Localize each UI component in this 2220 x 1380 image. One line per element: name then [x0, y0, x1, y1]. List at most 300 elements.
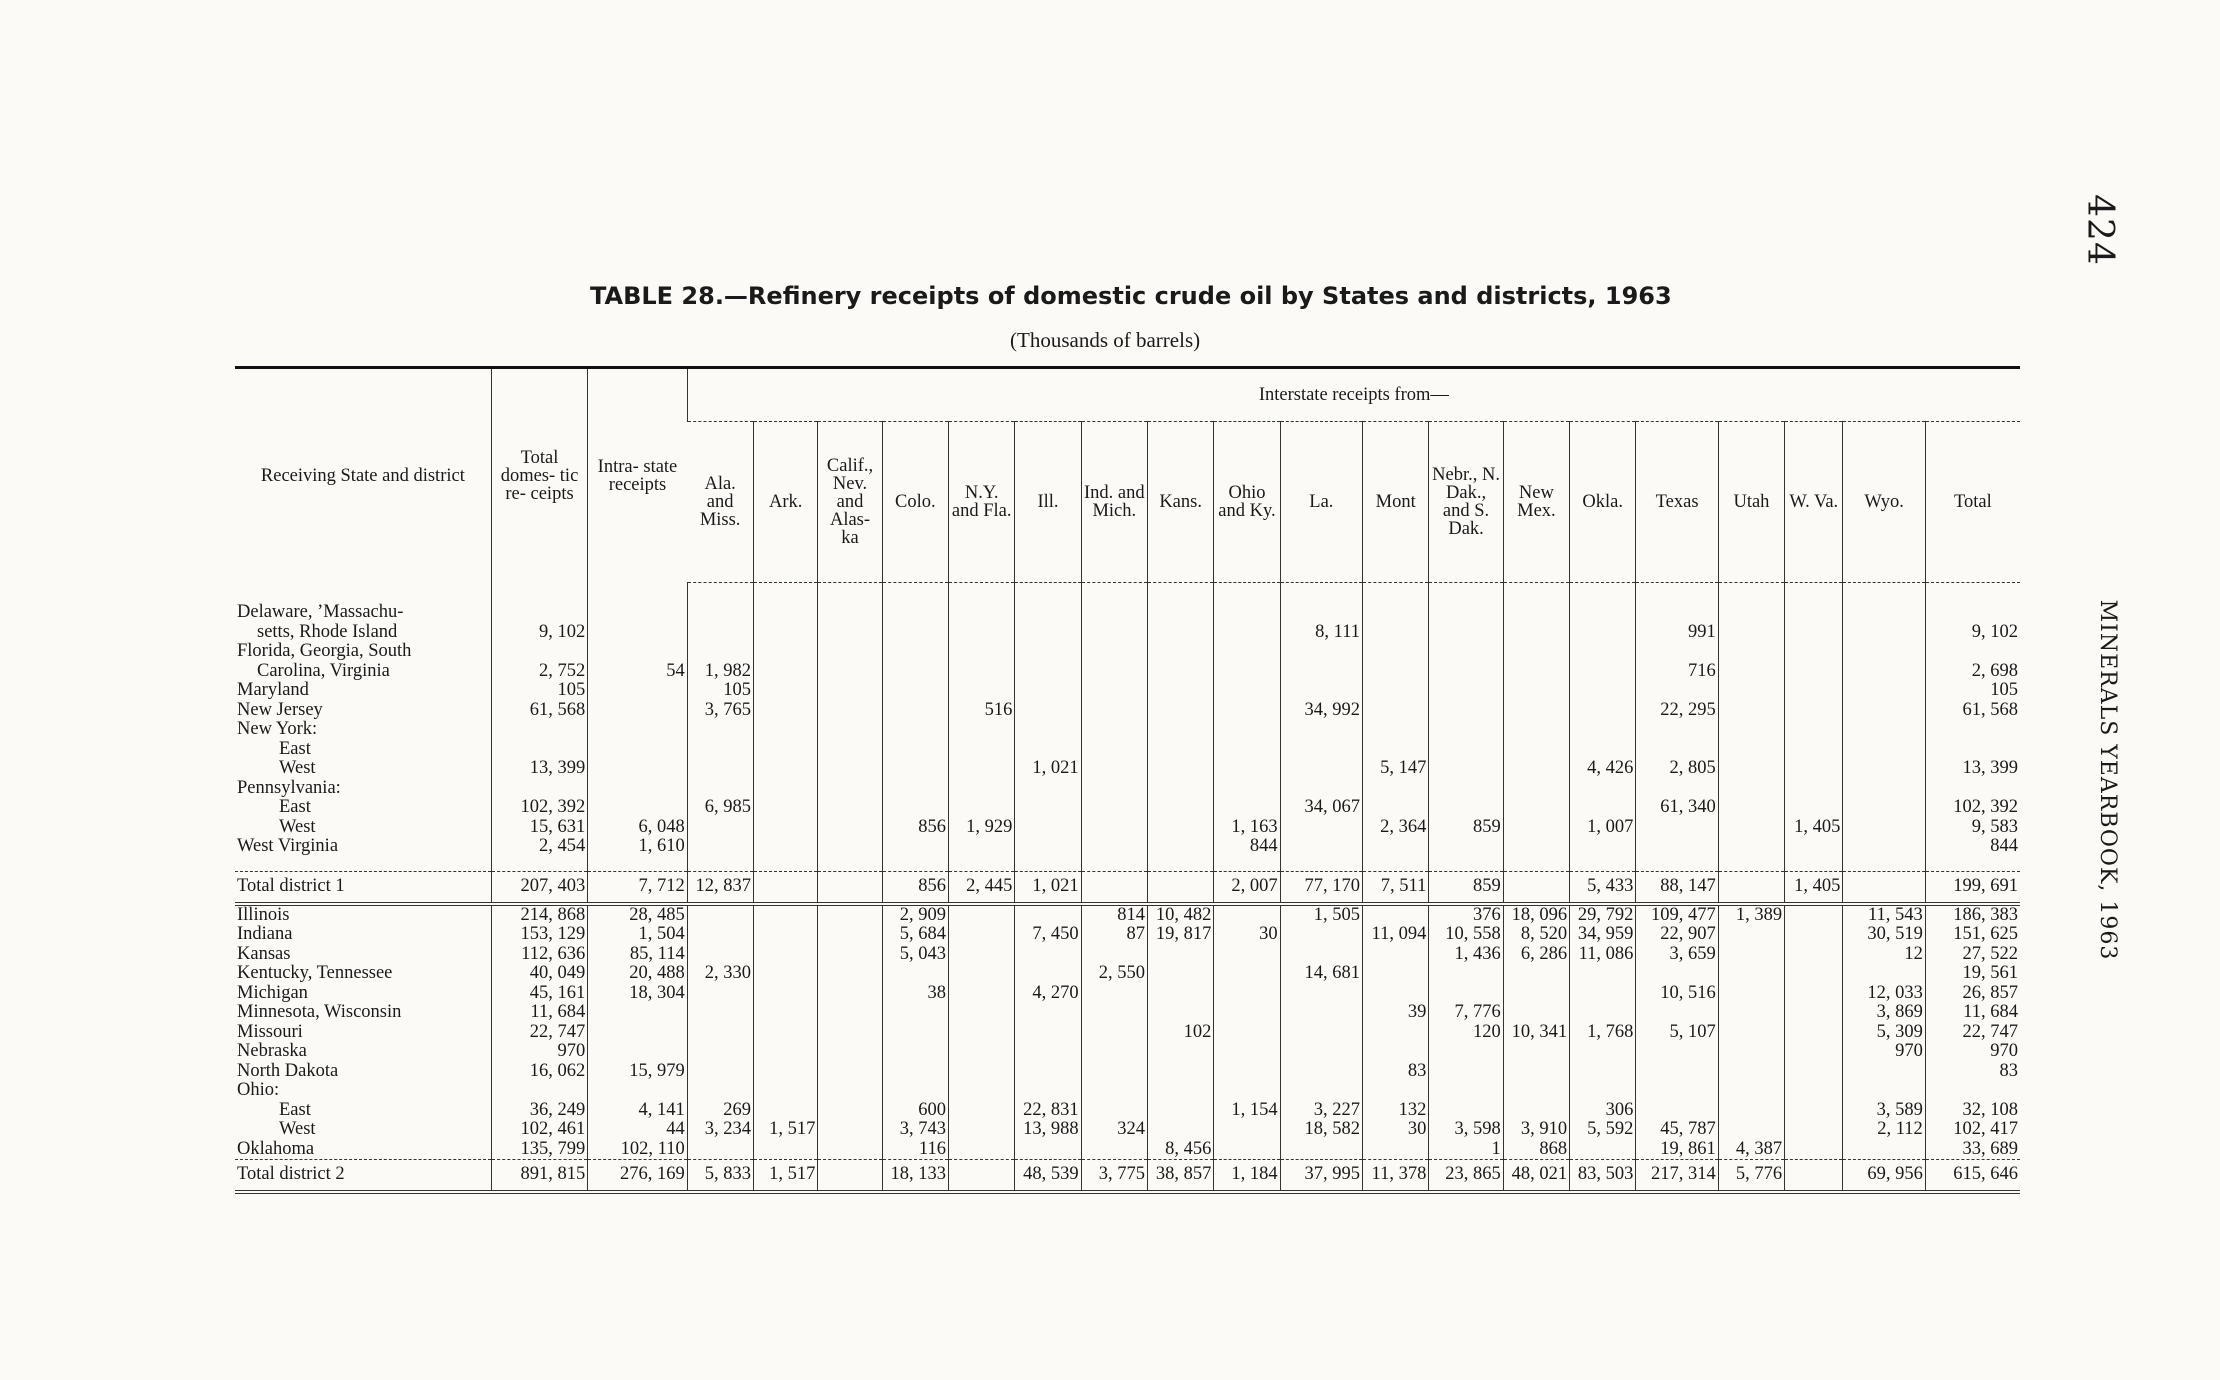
table-cell: [754, 681, 818, 701]
table-cell: 4, 141: [588, 1101, 687, 1121]
table-cell: [1147, 837, 1213, 857]
table-cell: [1718, 871, 1784, 904]
table-cell: 13, 399: [1925, 759, 2020, 779]
table-cell: [1925, 740, 2020, 760]
table-cell: [754, 779, 818, 799]
table-cell: [687, 984, 753, 1004]
table-cell: [882, 662, 948, 682]
table-cell: [1843, 759, 1925, 779]
row-label: West: [279, 1120, 316, 1139]
table-cell: 3, 765: [687, 701, 753, 721]
table-cell: 2, 752: [491, 662, 587, 682]
table-row: [235, 837, 2020, 857]
table-cell: 61, 568: [491, 701, 587, 721]
table-cell: [1429, 779, 1503, 799]
table-cell: [1503, 701, 1569, 721]
table-row: [235, 1081, 2020, 1101]
table-cell: [1147, 642, 1213, 662]
table-cell: 1, 405: [1785, 871, 1843, 904]
table-cell: [818, 1160, 882, 1193]
table-cell: 77, 170: [1280, 871, 1362, 904]
table-cell: [1503, 1003, 1569, 1023]
table-cell: [1429, 759, 1503, 779]
table-cell: [1429, 1081, 1503, 1101]
table-cell: 11, 094: [1363, 925, 1429, 945]
table-cell: 868: [1503, 1140, 1569, 1160]
table-cell: [1214, 1120, 1280, 1140]
table-cell: [754, 871, 818, 904]
table-cell: [1570, 1003, 1636, 1023]
table-cell: [1147, 681, 1213, 701]
table-cell: [1843, 964, 1925, 984]
table-cell: [687, 837, 753, 857]
table-cell: 2, 805: [1636, 759, 1718, 779]
table-cell: [1015, 740, 1081, 760]
table-cell: [1280, 837, 1362, 857]
header-from-ala-miss: Ala. and Miss.: [687, 422, 753, 583]
table-cell: [1280, 984, 1362, 1004]
table-cell: [1147, 779, 1213, 799]
table-cell: [754, 798, 818, 818]
table-cell: [1214, 1042, 1280, 1062]
table-cell: [1718, 945, 1784, 965]
table-cell: [1429, 837, 1503, 857]
table-cell: [818, 1120, 882, 1140]
table-cell: 856: [882, 871, 948, 904]
table-cell: 12, 837: [687, 871, 753, 904]
table-cell: [1081, 759, 1147, 779]
table-cell: [1280, 740, 1362, 760]
table-cell: [1363, 662, 1429, 682]
table-cell: [1214, 681, 1280, 701]
table-cell: [1147, 662, 1213, 682]
table-cell: [754, 945, 818, 965]
table-cell: 22, 295: [1636, 701, 1718, 721]
table-cell: [1214, 984, 1280, 1004]
table-cell: [949, 964, 1015, 984]
table-cell: 30: [1363, 1120, 1429, 1140]
table-cell: [1718, 1003, 1784, 1023]
table-cell: [1147, 1120, 1213, 1140]
table-cell: [1280, 779, 1362, 799]
table-cell: 102, 110: [588, 1140, 687, 1160]
table-cell: 19, 861: [1636, 1140, 1718, 1160]
table-cell: [1363, 720, 1429, 740]
table-cell: [1147, 984, 1213, 1004]
table-cell: [882, 1062, 948, 1082]
table-cell: 61, 568: [1925, 701, 2020, 721]
table-cell: 1, 517: [754, 1160, 818, 1193]
table-cell: [1785, 945, 1843, 965]
table-cell: [1718, 1101, 1784, 1121]
table-cell: [1147, 603, 1213, 623]
table-cell: 5, 309: [1843, 1023, 1925, 1043]
table-cell: [1785, 1042, 1843, 1062]
table-cell: 7, 450: [1015, 925, 1081, 945]
table-cell: [1570, 662, 1636, 682]
table-cell: [1015, 623, 1081, 643]
row-label: East: [279, 798, 311, 817]
table-cell: [1785, 1140, 1843, 1160]
table-cell: 1, 436: [1429, 945, 1503, 965]
table-cell: [882, 603, 948, 623]
table-cell: 1, 982: [687, 662, 753, 682]
table-cell: [818, 1101, 882, 1121]
table-cell: [687, 1042, 753, 1062]
header-from-la: La.: [1280, 422, 1362, 583]
table-cell: [1636, 1042, 1718, 1062]
table-cell: [1718, 964, 1784, 984]
header-from-okla: Okla.: [1570, 422, 1636, 583]
table-body: [235, 583, 2020, 1193]
table-cell: 5, 592: [1570, 1120, 1636, 1140]
table-cell: [687, 740, 753, 760]
table-cell: [1015, 1023, 1081, 1043]
table-cell: [949, 1023, 1015, 1043]
table-cell: [1718, 759, 1784, 779]
table-cell: [1503, 818, 1569, 838]
table-cell: [1570, 1081, 1636, 1101]
table-cell: [1015, 798, 1081, 818]
table-cell: [1280, 945, 1362, 965]
table-cell: [1280, 759, 1362, 779]
table-cell: 217, 314: [1636, 1160, 1718, 1193]
table-cell: [687, 623, 753, 643]
table-cell: [1503, 1062, 1569, 1082]
table-cell: 3, 234: [687, 1120, 753, 1140]
table-cell: [949, 681, 1015, 701]
table-cell: [818, 720, 882, 740]
table-cell: 4, 426: [1570, 759, 1636, 779]
table-cell: [1280, 1140, 1362, 1160]
table-cell: 7, 511: [1363, 871, 1429, 904]
row-label: New Jersey: [237, 700, 323, 720]
row-label: Pennsylvania:: [237, 778, 341, 798]
table-cell: [818, 1140, 882, 1160]
table-cell: [687, 1062, 753, 1082]
table-cell: [1570, 964, 1636, 984]
table-cell: [1363, 1081, 1429, 1101]
table-cell: [949, 642, 1015, 662]
row-label: Delaware, ʼMassachu-: [237, 603, 404, 622]
table-cell: [1570, 1062, 1636, 1082]
table-cell: [1843, 623, 1925, 643]
table-cell: [1147, 759, 1213, 779]
table-cell: 3, 659: [1636, 945, 1718, 965]
table-cell: [687, 904, 753, 926]
table-cell: [1214, 798, 1280, 818]
table-cell: [1503, 984, 1569, 1004]
table-cell: [1214, 720, 1280, 740]
table-cell: [1280, 642, 1362, 662]
table-cell: [1843, 1081, 1925, 1101]
table-cell: [1363, 904, 1429, 926]
table-cell: [882, 1023, 948, 1043]
row-label: Illinois: [237, 904, 290, 925]
total-row: [235, 1160, 2020, 1193]
table-cell: [949, 1101, 1015, 1121]
row-label: Missouri: [237, 1022, 303, 1042]
table-cell: [1843, 1140, 1925, 1160]
table-cell: [1636, 1081, 1718, 1101]
table-cell: [1636, 818, 1718, 838]
table-cell: [882, 1081, 948, 1101]
row-label: Oklahoma: [237, 1139, 315, 1159]
table-cell: [882, 681, 948, 701]
table-cell: [1081, 837, 1147, 857]
header-from-ind-mich: Ind. and Mich.: [1081, 422, 1147, 583]
table-cell: [1843, 818, 1925, 838]
table-cell: 105: [491, 681, 587, 701]
table-cell: [1785, 759, 1843, 779]
table-cell: [949, 1042, 1015, 1062]
table-cell: 18, 133: [882, 1160, 948, 1193]
table-cell: [1147, 1062, 1213, 1082]
table-cell: [588, 642, 687, 662]
table-cell: [1636, 964, 1718, 984]
table-cell: [1718, 642, 1784, 662]
table-cell: 22, 831: [1015, 1101, 1081, 1121]
table-cell: [1785, 603, 1843, 623]
table-cell: 5, 776: [1718, 1160, 1784, 1193]
table-cell: [1718, 1120, 1784, 1140]
table-cell: [1081, 1101, 1147, 1121]
table-cell: [588, 759, 687, 779]
table-row: [235, 662, 2020, 682]
table-cell: [1363, 837, 1429, 857]
table-cell: [1785, 1101, 1843, 1121]
table-cell: [1081, 871, 1147, 904]
table-cell: [1503, 623, 1569, 643]
table-cell: [949, 603, 1015, 623]
table-cell: [949, 925, 1015, 945]
table-cell: [818, 1062, 882, 1082]
table-row: [235, 1023, 2020, 1043]
table-cell: [1429, 623, 1503, 643]
table-cell: [754, 964, 818, 984]
table-row: [235, 740, 2020, 760]
table-cell: [1785, 904, 1843, 926]
table-cell: 132: [1363, 1101, 1429, 1121]
table-cell: [1214, 904, 1280, 926]
table-cell: 135, 799: [491, 1140, 587, 1160]
table-cell: [1363, 945, 1429, 965]
table-cell: [1429, 964, 1503, 984]
table-cell: [1081, 798, 1147, 818]
total-row: [235, 871, 2020, 904]
table-cell: 10, 341: [1503, 1023, 1569, 1043]
table-cell: [1015, 701, 1081, 721]
table-row: [235, 623, 2020, 643]
table-cell: [949, 1062, 1015, 1082]
table-cell: [1081, 818, 1147, 838]
page-number: 424: [2079, 194, 2120, 266]
header-interstate-group: Interstate receipts from—: [687, 368, 2020, 422]
table-cell: [1429, 720, 1503, 740]
table-cell: 12: [1843, 945, 1925, 965]
table-row: [235, 642, 2020, 662]
table-cell: [1015, 837, 1081, 857]
table-cell: [949, 662, 1015, 682]
table-cell: [1503, 837, 1569, 857]
table-cell: [1081, 701, 1147, 721]
table-cell: 1, 504: [588, 925, 687, 945]
table-cell: [949, 1003, 1015, 1023]
table-cell: 19, 817: [1147, 925, 1213, 945]
table-cell: 22, 907: [1636, 925, 1718, 945]
table-cell: 7, 776: [1429, 1003, 1503, 1023]
table-cell: [1843, 1062, 1925, 1082]
table-cell: [588, 681, 687, 701]
table-subtitle: (Thousands of barrels): [1010, 328, 1201, 352]
table-cell: [1147, 720, 1213, 740]
table-cell: 16, 062: [491, 1062, 587, 1082]
table-cell: [818, 662, 882, 682]
table-cell: [1785, 1081, 1843, 1101]
table-cell: [818, 945, 882, 965]
table-cell: 600: [882, 1101, 948, 1121]
table-cell: 116: [882, 1140, 948, 1160]
table-cell: [1429, 681, 1503, 701]
table-cell: [818, 871, 882, 904]
table-cell: [1925, 1081, 2020, 1101]
table-cell: [1147, 1081, 1213, 1101]
table-cell: 9, 102: [491, 623, 587, 643]
table-row: [235, 1042, 2020, 1062]
table-cell: [1843, 662, 1925, 682]
table-cell: [818, 984, 882, 1004]
table-cell: [687, 1140, 753, 1160]
table-cell: 5, 684: [882, 925, 948, 945]
table-cell: [882, 759, 948, 779]
table-cell: 856: [882, 818, 948, 838]
table-cell: [588, 1042, 687, 1062]
header-from-calif-nev-alaska: Calif., Nev. and Alas- ka: [818, 422, 882, 583]
table-cell: 207, 403: [491, 871, 587, 904]
table-cell: [949, 779, 1015, 799]
table-cell: 2, 445: [949, 871, 1015, 904]
table-cell: [1363, 623, 1429, 643]
table-cell: 27, 522: [1925, 945, 2020, 965]
table-cell: 970: [1843, 1042, 1925, 1062]
table-cell: [818, 818, 882, 838]
table-cell: 18, 304: [588, 984, 687, 1004]
table-cell: 1, 021: [1015, 759, 1081, 779]
table-cell: [818, 701, 882, 721]
table-cell: [882, 798, 948, 818]
row-label: West Virginia: [237, 837, 339, 856]
table-cell: [818, 681, 882, 701]
table-cell: 859: [1429, 818, 1503, 838]
table-cell: 2, 550: [1081, 964, 1147, 984]
table-cell: [1280, 1062, 1362, 1082]
table-cell: 5, 833: [687, 1160, 753, 1193]
table-cell: [1363, 603, 1429, 623]
table-cell: [687, 818, 753, 838]
table-cell: [882, 642, 948, 662]
table-cell: [818, 904, 882, 926]
table-row: [235, 779, 2020, 799]
table-cell: [754, 1023, 818, 1043]
data-table-container: [235, 366, 2020, 1246]
table-cell: 105: [687, 681, 753, 701]
table-cell: 34, 067: [1280, 798, 1362, 818]
table-cell: [1570, 701, 1636, 721]
table-row: [235, 798, 2020, 818]
header-from-texas: Texas: [1636, 422, 1718, 583]
table-cell: 69, 956: [1843, 1160, 1925, 1193]
table-row: [235, 701, 2020, 721]
table-cell: 5, 107: [1636, 1023, 1718, 1043]
table-cell: 39: [1363, 1003, 1429, 1023]
table-cell: [1429, 798, 1503, 818]
table-cell: 1, 389: [1718, 904, 1784, 926]
table-cell: 3, 775: [1081, 1160, 1147, 1193]
table-cell: 1, 929: [949, 818, 1015, 838]
table-cell: [1429, 1042, 1503, 1062]
table-cell: [1363, 681, 1429, 701]
row-label: Minnesota, Wisconsin: [237, 1003, 402, 1022]
table-cell: [1843, 720, 1925, 740]
table-cell: 1, 405: [1785, 818, 1843, 838]
table-cell: [1503, 759, 1569, 779]
table-cell: [1363, 1023, 1429, 1043]
table-cell: 3, 869: [1843, 1003, 1925, 1023]
table-cell: [1503, 681, 1569, 701]
table-cell: [754, 1062, 818, 1082]
table-cell: [754, 1081, 818, 1101]
table-cell: [1015, 904, 1081, 926]
table-cell: [1081, 779, 1147, 799]
table-cell: [949, 1140, 1015, 1160]
table-cell: [1570, 798, 1636, 818]
table-cell: [1785, 1160, 1843, 1193]
table-cell: [1429, 740, 1503, 760]
table-cell: [1363, 642, 1429, 662]
table-cell: [1214, 623, 1280, 643]
table-cell: [588, 1023, 687, 1043]
table-cell: [1503, 720, 1569, 740]
table-cell: [1147, 740, 1213, 760]
table-cell: [1785, 925, 1843, 945]
table-cell: 1, 505: [1280, 904, 1362, 926]
table-cell: [1843, 681, 1925, 701]
table-cell: [687, 603, 753, 623]
table-cell: [687, 925, 753, 945]
table-cell: [754, 904, 818, 926]
table-cell: 38, 857: [1147, 1160, 1213, 1193]
table-row: [235, 1140, 2020, 1160]
table-cell: [1718, 623, 1784, 643]
table-row: [235, 964, 2020, 984]
table-cell: [1843, 740, 1925, 760]
table-cell: [1636, 1062, 1718, 1082]
table-cell: [1503, 662, 1569, 682]
row-label: Indiana: [237, 925, 293, 944]
table-cell: 844: [1925, 837, 2020, 857]
table-cell: 3, 743: [882, 1120, 948, 1140]
table-cell: 214, 868: [491, 904, 587, 926]
table-cell: [1363, 701, 1429, 721]
table-cell: [754, 1003, 818, 1023]
table-cell: [588, 1003, 687, 1023]
table-cell: [1015, 964, 1081, 984]
table-cell: [1843, 642, 1925, 662]
table-cell: [1015, 1003, 1081, 1023]
table-cell: 102, 392: [491, 798, 587, 818]
table-cell: [588, 720, 687, 740]
table-cell: [1718, 662, 1784, 682]
